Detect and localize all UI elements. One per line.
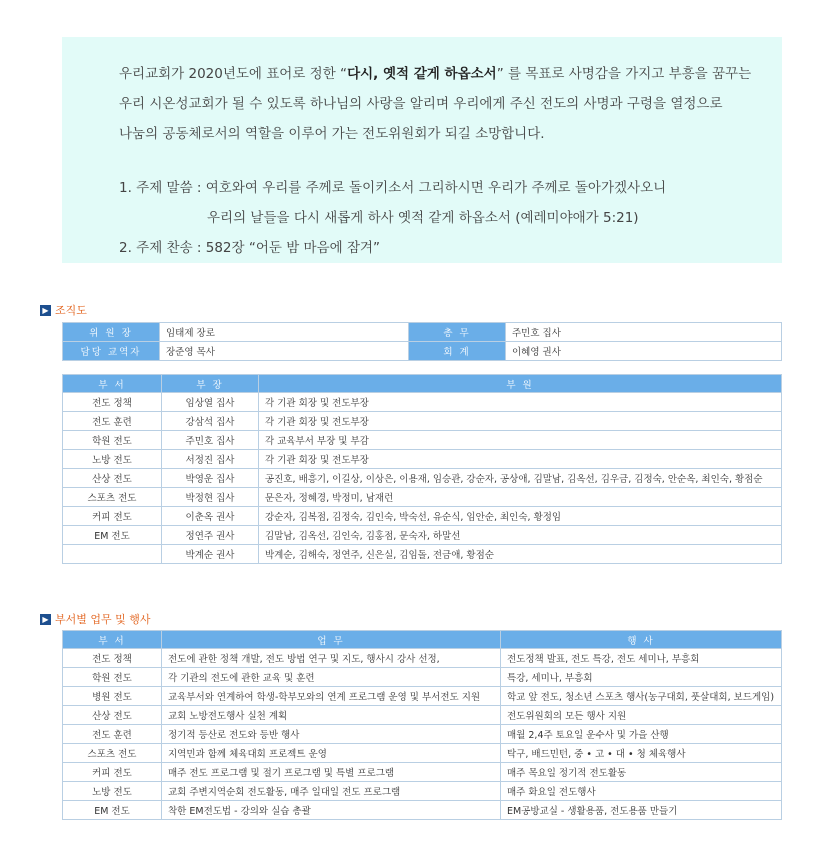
table-row [63,801,782,820]
table-row [63,526,782,545]
table-row [63,649,782,668]
secretary-label: 총 무 [409,323,506,342]
theme-hymn: 2. 주제 찬송 : 582장 “어둔 밤 마음에 잠겨” [119,240,381,256]
table-cell: 착한 EM전도법 - 강의와 실습 총괄 [162,801,501,820]
table-cell: 교육부서와 연계하여 학생-학부모와의 연계 프로그램 운영 및 부서전도 지원 [162,687,501,706]
table-cell: 커피 전도 [63,507,162,526]
table-row [63,706,782,725]
org-title: 조직도 [55,304,87,317]
table-cell: 스포츠 전도 [63,488,162,507]
table-cell: 전도 훈련 [63,412,162,431]
header-duty: 업 무 [162,631,501,649]
table-row [63,545,782,564]
table-row [63,725,782,744]
header-dept: 부 서 [63,631,162,649]
table-cell: 전도 훈련 [63,725,162,744]
table-cell: 김말남, 김옥선, 김인숙, 김홍점, 문숙자, 하말선 [259,526,782,545]
table-cell: EM 전도 [63,801,162,820]
minister-label: 담당 교역자 [63,342,160,361]
table-cell: 전도위원회의 모든 행사 지원 [501,706,782,725]
intro-line-3: 나눔의 공동체로서의 역할을 이루어 가는 전도위원회가 되길 소망합니다. [119,126,545,142]
table-row [63,323,782,342]
table-cell: 정연주 권사 [162,526,259,545]
table-cell: 특강, 세미나, 부흥회 [501,668,782,687]
table-cell: EM공방교실 - 생활용품, 전도용품 만들기 [501,801,782,820]
chair-label: 위 원 장 [63,323,160,342]
intro-line-1-pre: 우리교회가 2020년도에 표어로 정한 “ [119,66,348,82]
table-cell: 매주 전도 프로그램 및 절기 프로그램 및 특별 프로그램 [162,763,501,782]
chevron-right-icon: ▶ [40,614,51,625]
table-cell: 각 교육부서 부장 및 부감 [259,431,782,450]
table-cell: 각 기관 회장 및 전도부장 [259,450,782,469]
table-cell: 공진호, 배흥기, 이길상, 이상은, 이용재, 임승관, 강순자, 공상애, 김말남, 김옥선, 김우금, 김정숙, 안순옥, 최인숙, 황점순 [259,469,782,488]
table-cell: 탁구, 배드민턴, 중 • 고 • 대 • 청 체육행사 [501,744,782,763]
table-cell: 각 기관 회장 및 전도부장 [259,393,782,412]
header-dept: 부 서 [63,375,162,393]
table-cell: 커피 전도 [63,763,162,782]
intro-line-2: 우리 시온성교회가 될 수 있도록 하나님의 사랑을 알리며 우리에게 주신 전도의 사명과 구령을 열정으로 [119,96,723,112]
intro-line-1-post: ” 를 목표로 사명감을 가지고 부흥을 꿈꾸는 [496,66,752,82]
table-cell: 학원 전도 [63,431,162,450]
table-cell: 정기적 등산로 전도와 등반 행사 [162,725,501,744]
table-cell: 노방 전도 [63,450,162,469]
table-cell: 이춘옥 권사 [162,507,259,526]
intro-box [62,37,782,263]
table-row [63,412,782,431]
table-cell: 문은자, 정혜경, 박정미, 남재런 [259,488,782,507]
table-row [63,782,782,801]
table-cell: 전도 정책 [63,393,162,412]
table-cell: 노방 전도 [63,782,162,801]
table-row [63,763,782,782]
table-cell: 전도정책 발표, 전도 특강, 전도 세미나, 부흥회 [501,649,782,668]
table-cell: 매월 2,4주 토요일 운수사 및 가을 산행 [501,725,782,744]
table-cell: 임상열 집사 [162,393,259,412]
table-cell: 박정현 집사 [162,488,259,507]
table-cell: 각 기관의 전도에 관한 교육 및 훈련 [162,668,501,687]
table-cell: 전도 정책 [63,649,162,668]
chevron-right-icon: ▶ [40,305,51,316]
table-cell: 강순자, 김복점, 김정숙, 김인숙, 박숙선, 유순식, 임안순, 최인숙, 황정임 [259,507,782,526]
table-cell: 주민호 집사 [162,431,259,450]
table-cell: 교회 주변지역순회 전도활동, 매주 일대일 전도 프로그램 [162,782,501,801]
table-cell: 박영운 집사 [162,469,259,488]
header-events: 행 사 [501,631,782,649]
org-table [62,322,782,361]
table-cell: EM 전도 [63,526,162,545]
table-cell: 매주 화요일 전도행사 [501,782,782,801]
header-head: 부 장 [162,375,259,393]
table-row [63,431,782,450]
theme-verse-cont: 우리의 날들을 다시 새롭게 하사 옛적 같게 하옵소서 (예레미야애가 5:21) [207,210,639,226]
table-row [63,507,782,526]
table-cell: 산상 전도 [63,706,162,725]
table-cell: 강삼석 집사 [162,412,259,431]
table-row [63,668,782,687]
table-cell: 박계순 권사 [162,545,259,564]
table-cell: 전도에 관한 정책 개발, 전도 방법 연구 및 지도, 행사시 강사 선정, [162,649,501,668]
table-cell [63,545,162,564]
table-cell: 병원 전도 [63,687,162,706]
motto-text: 다시, 옛적 같게 하옵소서 [347,66,497,82]
table-cell: 스포츠 전도 [63,744,162,763]
table-cell: 학원 전도 [63,668,162,687]
table-cell: 매주 목요일 정기적 전도활동 [501,763,782,782]
work-table [62,630,782,820]
table-row [63,450,782,469]
secretary-value: 주민호 집사 [506,323,782,342]
minister-value: 장준영 목사 [160,342,409,361]
table-cell: 박계순, 김해숙, 정연주, 신은실, 김임돌, 전금애, 황점순 [259,545,782,564]
org-section-title [40,302,87,318]
table-row [63,469,782,488]
table-row [63,393,782,412]
table-row [63,488,782,507]
table-cell: 학교 앞 전도, 청소년 스포츠 행사(농구대회, 풋살대회, 보드게임) [501,687,782,706]
header-members: 부 원 [259,375,782,393]
table-header-row [63,375,782,393]
treasurer-label: 회 계 [409,342,506,361]
table-cell: 산상 전도 [63,469,162,488]
intro-line-1 [119,59,782,89]
treasurer-value: 이혜영 권사 [506,342,782,361]
table-cell: 서정진 집사 [162,450,259,469]
work-title: 부서별 업무 및 행사 [55,613,151,626]
table-row [63,342,782,361]
dept-table [62,374,782,564]
table-cell: 각 기관 회장 및 전도부장 [259,412,782,431]
work-section-title [40,611,151,627]
table-cell: 교회 노방전도행사 실천 계획 [162,706,501,725]
chair-value: 임태제 장로 [160,323,409,342]
table-header-row [63,631,782,649]
table-cell: 지역민과 함께 체육대회 프로젝트 운영 [162,744,501,763]
table-row [63,687,782,706]
theme-verse: 1. 주제 말씀 : 여호와여 우리를 주께로 돌이키소서 그리하시면 우리가 주께로 돌아가겠사오니 [119,180,667,196]
table-row [63,744,782,763]
